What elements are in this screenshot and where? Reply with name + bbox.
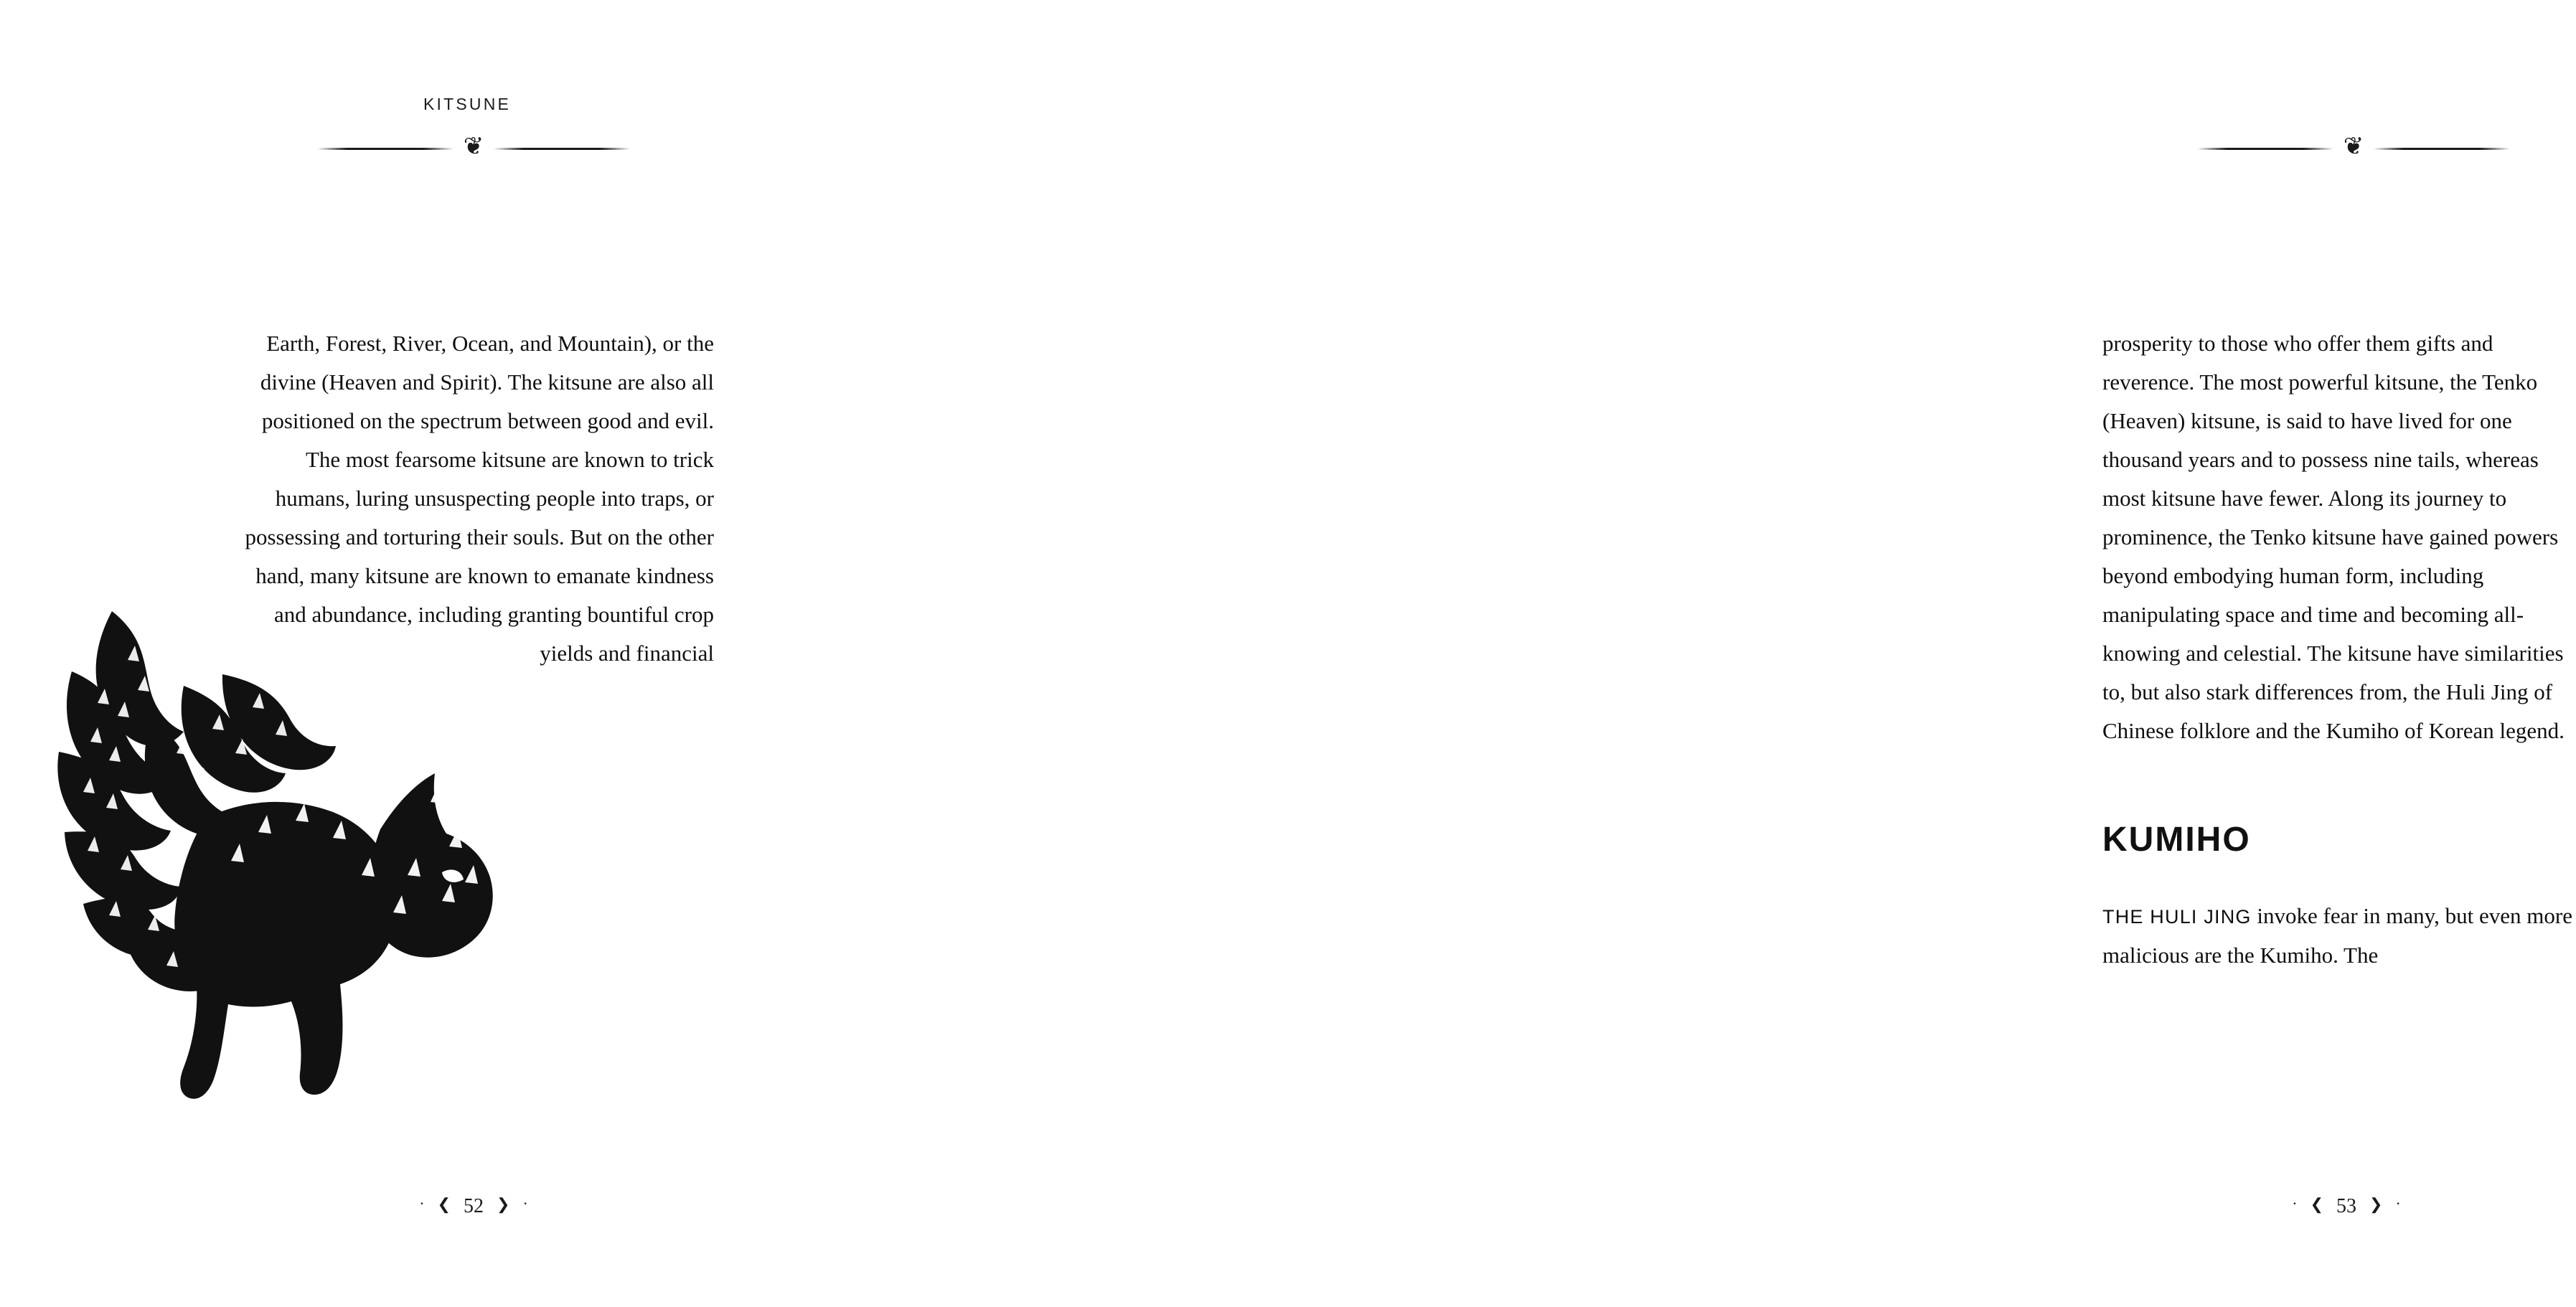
folio-leaf-icon: ❮ — [437, 1195, 451, 1213]
left-page — [0, 0, 933, 1307]
ornament-rule-left — [280, 133, 667, 161]
page-number: 52 — [464, 1195, 484, 1217]
rule-left-segment — [317, 148, 453, 150]
rule-right-segment — [494, 148, 630, 150]
folio-leaf-icon: ❯ — [2369, 1195, 2383, 1213]
section-opening-paragraph — [2102, 897, 2576, 975]
section-heading-kumiho: KUMIHO — [2102, 821, 2251, 859]
body-paragraph: Earth, Forest, River, Ocean, and Mountain), or the divine (Heaven and Spirit). The kitsune are also all positioned on the spectrum between good and evil. The most fearsome kitsune are known to trick humans, luring unsuspecting people into traps, or possessing and torturing their souls. But on the other hand, many kitsune are known to emanate kindness and abundance, including granting bountiful crop yields and financial — [245, 331, 714, 666]
folio-dot-icon: · — [419, 1194, 425, 1212]
rule-left-segment — [2197, 148, 2333, 150]
ornament-glyph-icon: ❦ — [463, 133, 484, 160]
section-body-text: invoke fear in many, but even more malicious are the Kumiho. The — [2102, 903, 2572, 968]
body-paragraph: prosperity to those who offer them gifts and reverence. The most powerful kitsune, the Tenko (Heaven) kitsune, is said to have lived for one thousand years and to possess nine tails, whereas most kitsune have fewer. Along its journey to prominence, the Tenko kitsune have gained powers beyond embodying human form, including manipulating space and time and becoming all-knowing and celestial. The kitsune have similarities to, but also stark differences from, the Huli Jing of Chinese folklore and the Kumiho of Korean legend. — [2102, 331, 2565, 743]
ornament-rule-right — [2160, 133, 2547, 161]
left-column-text — [230, 324, 714, 673]
folio-dot-icon: · — [2292, 1194, 2298, 1212]
folio-right — [2239, 1195, 2454, 1218]
right-column-text — [2102, 324, 2576, 975]
folio-leaf-icon: ❮ — [2310, 1195, 2323, 1213]
ornament-glyph-icon: ❦ — [2343, 133, 2364, 160]
page-number: 53 — [2336, 1195, 2356, 1217]
folio-dot-icon: · — [522, 1194, 528, 1212]
rule-right-segment — [2374, 148, 2510, 150]
folio-dot-icon: · — [2395, 1194, 2401, 1212]
folio-leaf-icon: ❯ — [497, 1195, 510, 1213]
running-head: KITSUNE — [423, 95, 512, 113]
small-caps-lead: THE HULI JING — [2102, 906, 2252, 928]
folio-left — [366, 1195, 581, 1218]
right-page — [933, 0, 2572, 1307]
